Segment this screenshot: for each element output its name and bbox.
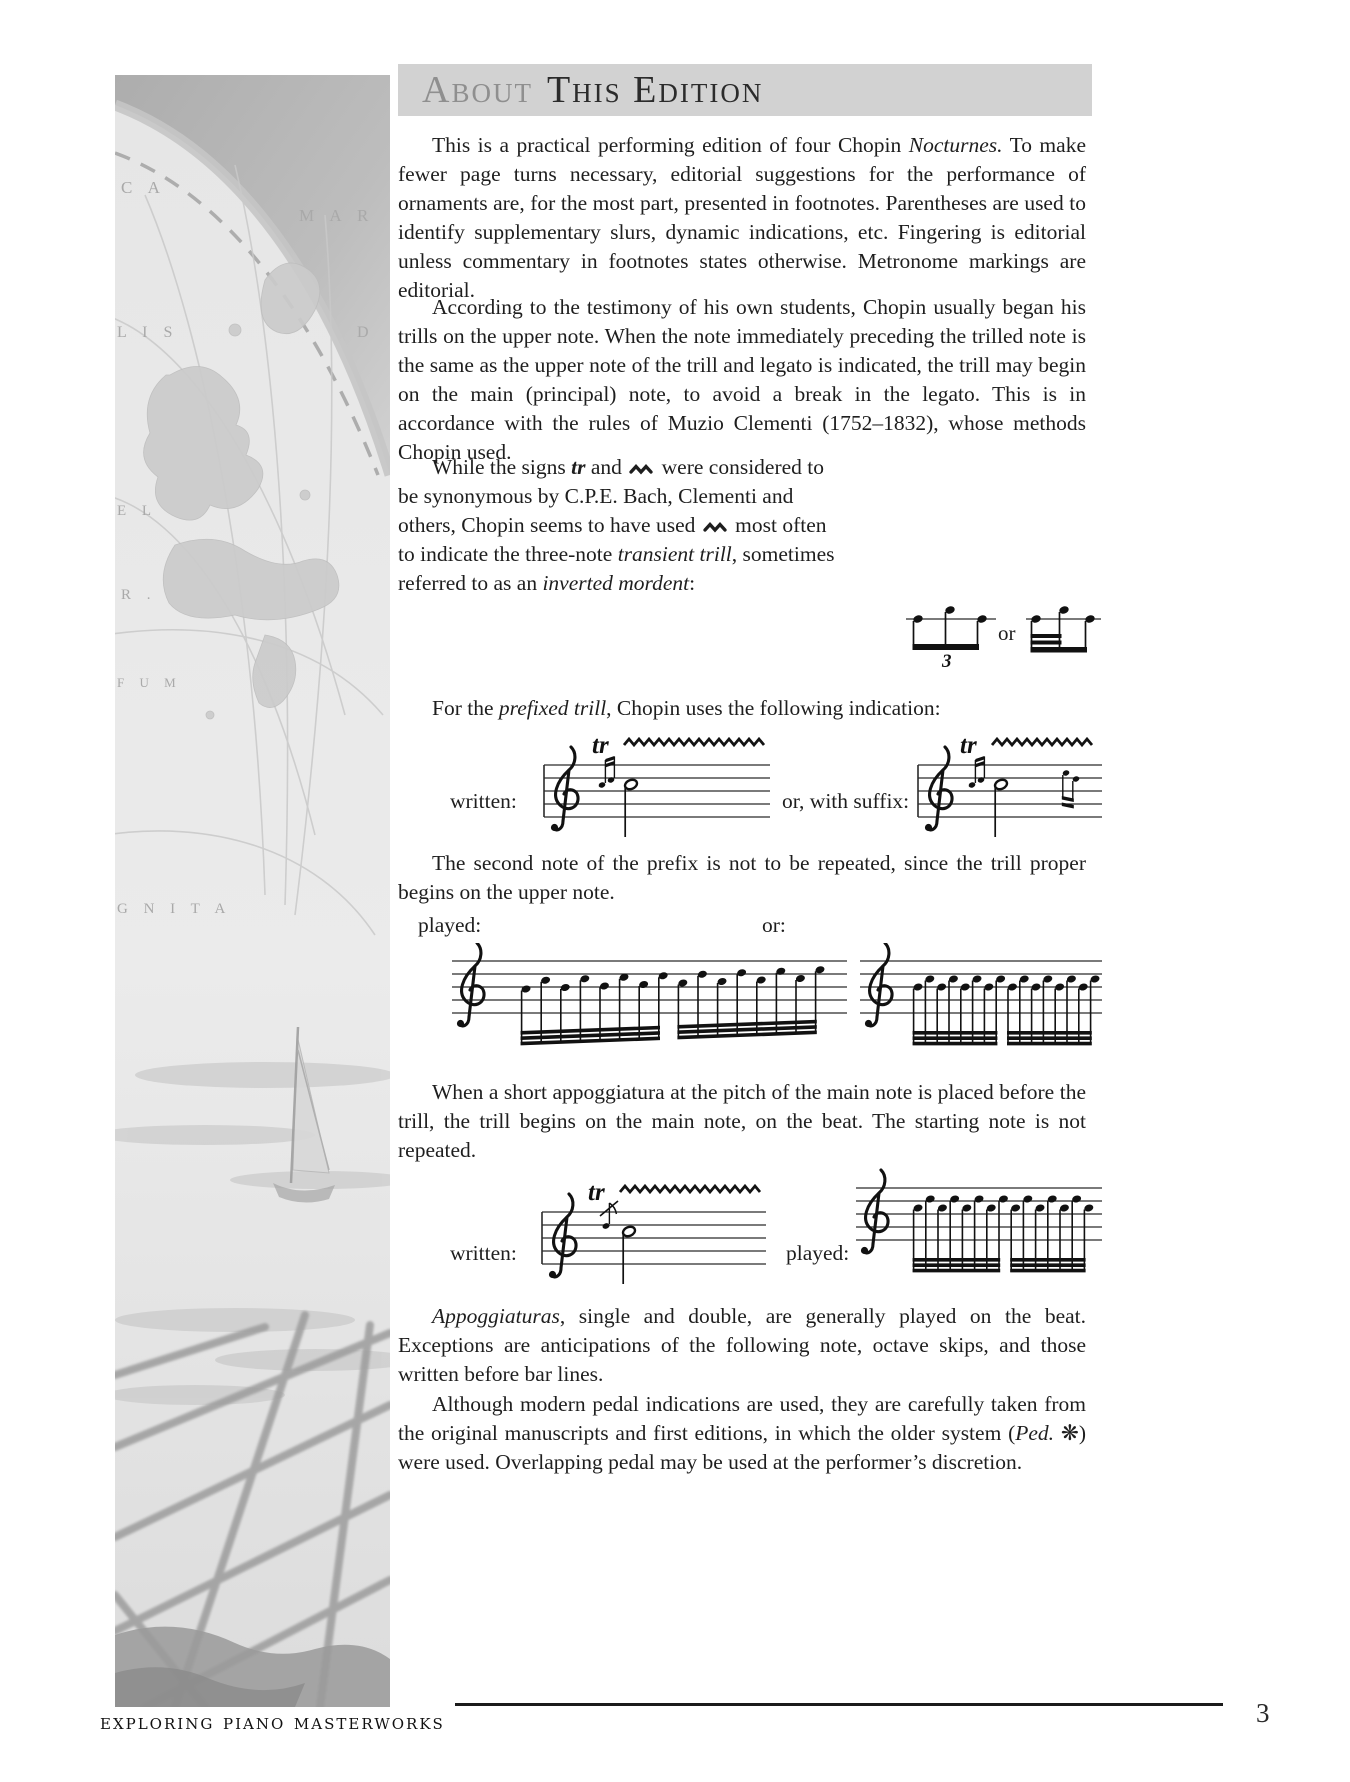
triplet-number: 3: [942, 651, 952, 672]
map-label: M A R: [299, 206, 375, 225]
paragraph-signs: While the signs tr and were considered to be synonymous by C.P.E. Bach, Clementi and others, Chopin seems to have used most often to indicate the three-note transient trill, sometimes referred to as an inverted mordent:: [398, 455, 835, 595]
mordent-icon: [629, 463, 654, 475]
page-title-word2: This Edition: [546, 69, 764, 111]
treble-clef-icon: [549, 1194, 576, 1278]
label-played: played:: [418, 913, 482, 937]
music-example-prefixed-written: [538, 723, 770, 843]
trill-wavy-line: [624, 739, 764, 745]
footer-brand: exploring piano masterworks: [100, 1710, 445, 1734]
note-run: [521, 965, 826, 1045]
treble-clef-icon: [865, 943, 892, 1027]
map-sidebar-image: [115, 75, 390, 1707]
page-title-word1: About: [422, 69, 533, 111]
trill-wavy-line: [992, 739, 1092, 745]
footer-rule: [455, 1703, 1223, 1706]
label-or-with-suffix: or, with suffix:: [782, 789, 910, 813]
trill-wavy-line: [620, 1186, 760, 1192]
section-header: [398, 64, 1092, 116]
label-written: written:: [450, 1241, 517, 1265]
map-label: E L: [117, 503, 158, 519]
music-example-prefixed-suffix: [914, 723, 1102, 843]
mordent-icon: [703, 521, 728, 533]
paragraph-trills: According to the testimony of his own students, Chopin usually began his trills on the upper note. When the note immediately preceding the trilled note is the same as the upper note of the trill and legato is indicated, the trill may begin on the main (principal) note, to avoid a break in the legato. This is in accordance with the rules of Muzio Clementi (1752–1832), whose methods Chopin used.: [398, 295, 1086, 464]
paragraph-second-note: The second note of the prefix is not to be repeated, since the trill proper begins on the upper note.: [398, 851, 1086, 904]
trill-sign-label: tr: [588, 1179, 605, 1206]
map-label: G N I T A: [117, 901, 232, 917]
map-label: D: [357, 324, 375, 341]
note-run: [913, 1194, 1095, 1272]
music-example-appoggiatura-written: [536, 1170, 766, 1295]
page-number: 3: [1256, 1698, 1270, 1728]
music-example-trill-run-2: [860, 943, 1102, 1068]
label-or: or:: [762, 913, 786, 937]
music-example-appoggiatura-played: [856, 1166, 1102, 1296]
map-label: C A: [121, 178, 166, 197]
or-label: or: [998, 621, 1016, 645]
trill-sign-label: tr: [960, 732, 977, 759]
note-run: [913, 974, 1101, 1045]
paragraph-appoggiatura-trill: When a short appoggiatura at the pitch of the main note is placed before the trill, the trill begins on the main note, on the beat. The starting note is not repeated.: [398, 1080, 1086, 1162]
treble-clef-icon: [925, 747, 952, 831]
treble-clef-icon: [457, 943, 484, 1027]
map-label: L I S: [117, 324, 179, 341]
paragraph-intro: This is a practical performing edition of four Chopin Nocturnes. To make fewer page turns necessary, editorial suggestions for the performance of ornaments are, for the most part, presented in footnotes. Parentheses are used to identify supplementary slurs, dynamic indications, etc. Fingering is editorial unless commentary in footnotes states otherwise. Metronome markings are editorial.: [398, 133, 1086, 302]
music-example-transient-trill: [898, 593, 1103, 677]
paragraph-pedal: Although modern pedal indications are used, they are carefully taken from the original manuscripts and first editions, in which the older system (Ped. ❋) were used. Overlapping pedal may be used at the performer’s discretion.: [398, 1392, 1086, 1474]
label-played: played:: [786, 1241, 850, 1265]
map-label: R .: [121, 587, 157, 603]
label-written: written:: [450, 789, 517, 813]
music-example-trill-run-1: [452, 943, 847, 1068]
treble-clef-icon: [861, 1170, 888, 1254]
map-label: F U M: [117, 675, 182, 690]
paragraph-prefixed-trill: For the prefixed trill, Chopin uses the following indication:: [432, 696, 941, 720]
treble-clef-icon: [551, 747, 578, 831]
trill-sign-label: tr: [592, 732, 609, 759]
paragraph-appoggiaturas: Appoggiaturas, single and double, are generally played on the beat. Exceptions are anticipations of the following note, octave skips, and those written before bar lines.: [398, 1304, 1086, 1386]
